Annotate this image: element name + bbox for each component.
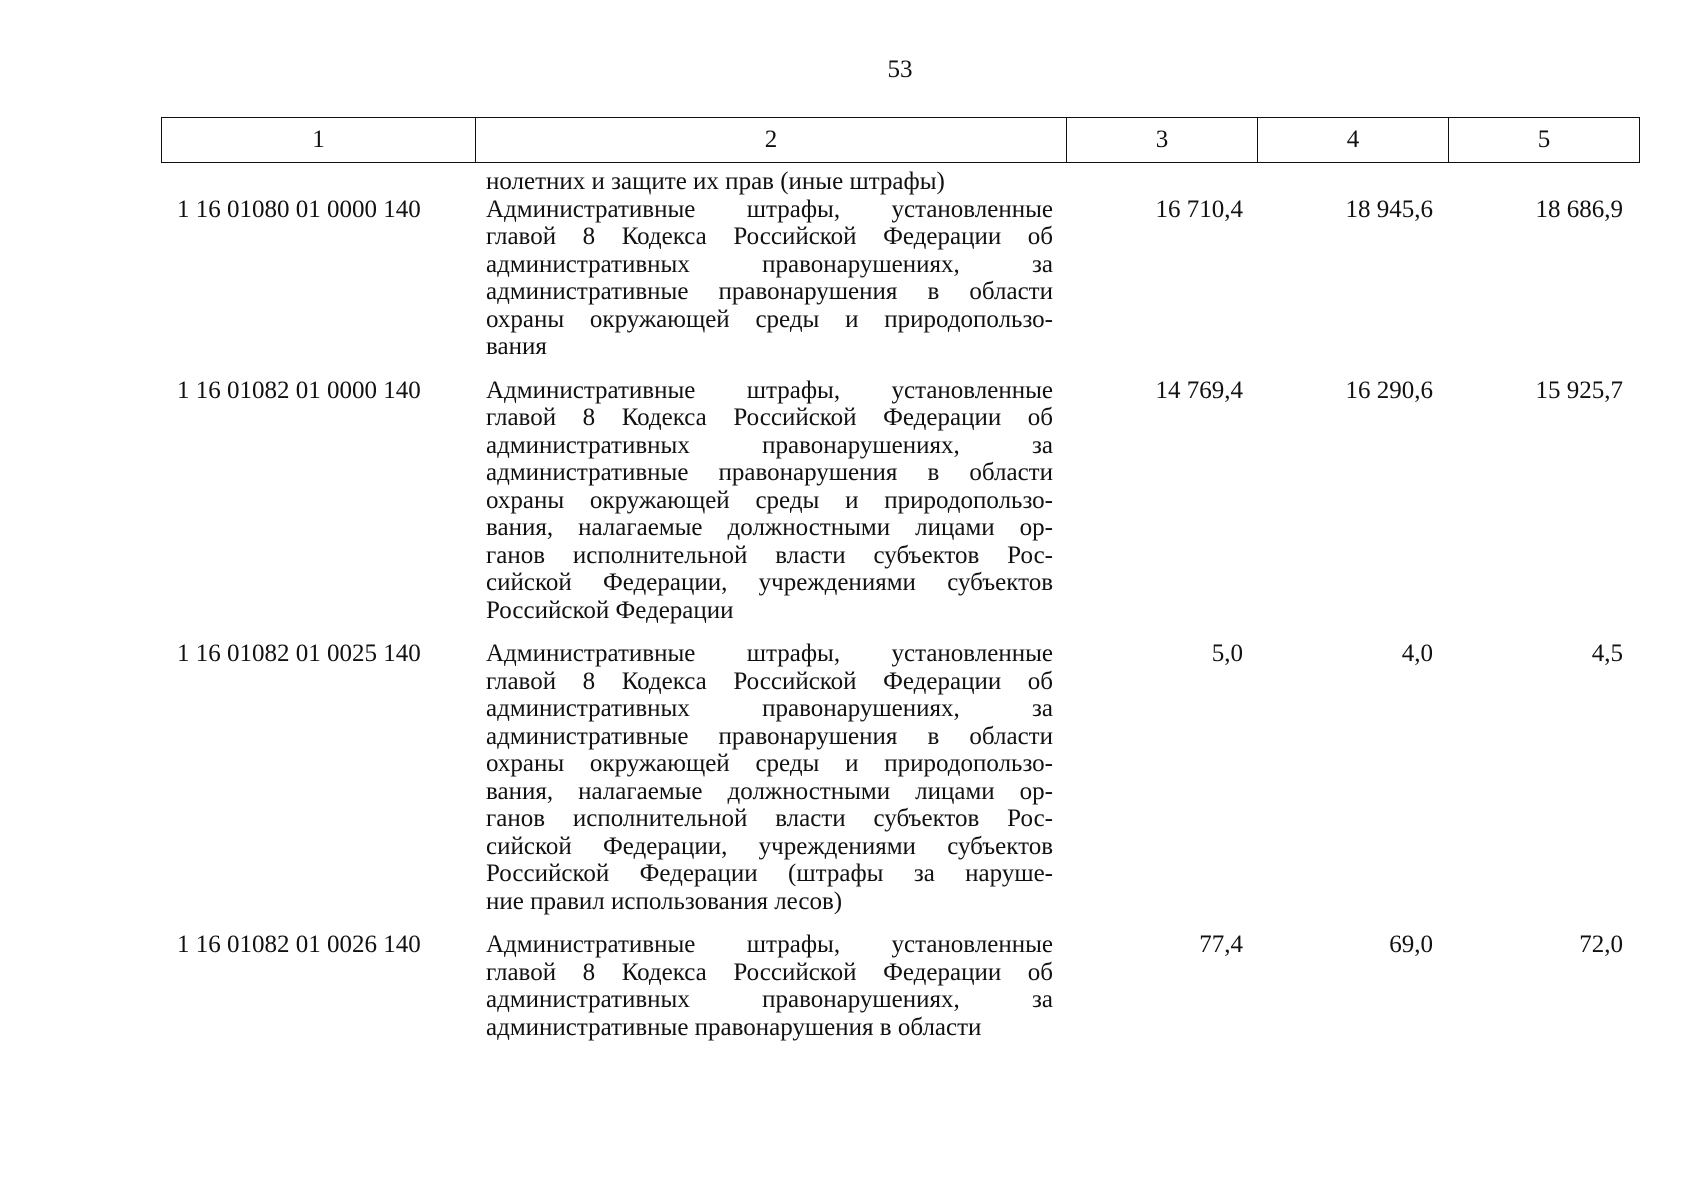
description-cell (474, 377, 1064, 625)
value-cell-col3: 5,0 (1211, 640, 1243, 667)
code-cell: 1 16 01082 01 0026 140 (177, 931, 421, 958)
description-line: ние правил использования лесов) (486, 887, 843, 915)
table-body (161, 168, 1635, 1041)
description-line: Российской Федерации (штрафы за наруше- (486, 860, 1053, 887)
table-row (161, 196, 1635, 361)
code-cell: 1 16 01082 01 0000 140 (177, 376, 421, 404)
description-cell (474, 640, 1064, 915)
description-line: Административные штрафы, установленные (486, 376, 1053, 404)
description-line: административных правонарушениях, за (486, 250, 1053, 278)
description-line: вания, налагаемые должностными лицами ор- (486, 514, 1053, 541)
description-cell (474, 931, 1064, 1041)
value-cell-col4: 69,0 (1389, 931, 1433, 958)
value-cell-col5: 72,0 (1579, 931, 1623, 958)
description-line: Административные штрафы, установленные (486, 931, 1053, 958)
value-cell-col3: 14 769,4 (1155, 376, 1243, 404)
code-cell: 1 16 01082 01 0025 140 (177, 640, 421, 667)
description-line: охраны окружающей среды и природопользо- (486, 305, 1053, 333)
description-line: административные правонарушения в области (486, 1013, 982, 1041)
header-col-2: 2 (476, 118, 1067, 163)
header-col-4: 4 (1258, 118, 1449, 163)
description-line: главой 8 Кодекса Российской Федерации об (486, 223, 1053, 250)
value-cell-col3: 16 710,4 (1155, 195, 1243, 223)
description-line: вания, налагаемые должностными лицами ор- (486, 777, 1053, 805)
value-cell-col5: 15 925,7 (1535, 376, 1623, 404)
header-col-5: 5 (1449, 118, 1640, 163)
continuation-row (161, 168, 1635, 196)
description-line: охраны окружающей среды и природопользо- (486, 750, 1053, 777)
description-line: сийской Федерации, учреждениями субъектов (486, 569, 1053, 596)
description-line: главой 8 Кодекса Российской Федерации об (486, 404, 1053, 431)
description-line: ганов исполнительной власти субъектов Рос- (486, 541, 1053, 569)
description-line: главой 8 Кодекса Российской Федерации об (486, 958, 1053, 986)
header-col-3: 3 (1067, 118, 1258, 163)
description-line: административные правонарушения в области (486, 459, 1053, 486)
description-line: главой 8 Кодекса Российской Федерации об (486, 667, 1053, 695)
value-cell-col5: 18 686,9 (1535, 195, 1623, 223)
description-cell (474, 168, 1064, 196)
rows-container (161, 196, 1635, 1042)
header-col-1: 1 (162, 118, 476, 163)
description-line: административных правонарушениях, за (486, 695, 1053, 722)
value-cell-col3: 77,4 (1199, 931, 1243, 958)
table-row (161, 931, 1635, 1041)
description-line: Российской Федерации (486, 596, 734, 624)
code-cell: 1 16 01080 01 0000 140 (177, 195, 421, 223)
value-cell-col4: 4,0 (1401, 640, 1433, 667)
description-cell (474, 196, 1064, 361)
description-line: охраны окружающей среды и природопользо- (486, 486, 1053, 514)
description-line: административных правонарушениях, за (486, 986, 1053, 1013)
description-line: ганов исполнительной власти субъектов Рос- (486, 805, 1053, 832)
description-line: Административные штрафы, установленные (486, 195, 1053, 223)
description-line: Административные штрафы, установленные (486, 640, 1053, 667)
value-cell-col5: 4,5 (1591, 640, 1623, 667)
description-line: вания (486, 333, 547, 360)
table-row (161, 377, 1635, 625)
description-line: нолетних и защите их прав (иные штрафы) (486, 168, 945, 195)
table-header (161, 117, 1640, 163)
header-row (162, 118, 1640, 163)
description-line: административные правонарушения в области (486, 722, 1053, 750)
description-line: административных правонарушениях, за (486, 431, 1053, 459)
description-line: административные правонарушения в области (486, 278, 1053, 305)
page-number: 53 (887, 56, 913, 83)
value-cell-col4: 16 290,6 (1345, 376, 1433, 404)
table-row (161, 640, 1635, 915)
description-line: сийской Федерации, учреждениями субъектов (486, 832, 1053, 860)
value-cell-col4: 18 945,6 (1345, 195, 1433, 223)
